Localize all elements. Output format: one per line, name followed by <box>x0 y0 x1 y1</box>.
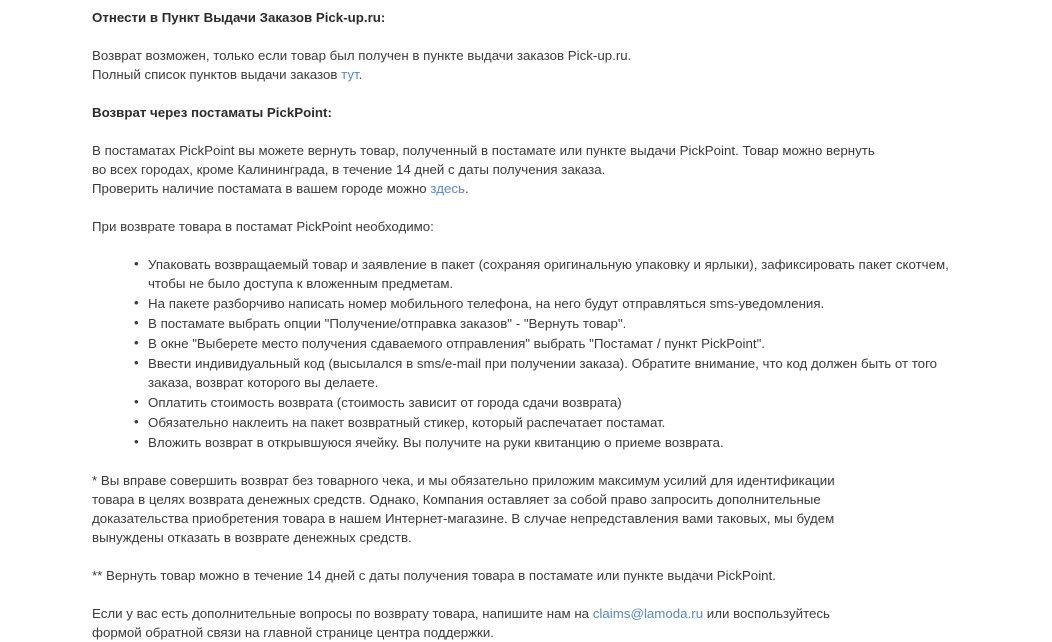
pickpoint-intro-line-3-prefix: Проверить наличие постамата в вашем городе можно <box>92 181 431 196</box>
contact-line-1-suffix: или воспользуйтесь <box>703 606 830 621</box>
footnote-single-star-line-1: * Вы вправе совершить возврат без товарного чека, и мы обязательно приложим максимум усилий для идентификации <box>92 473 835 488</box>
pickup-intro-line-2-suffix: . <box>358 67 363 82</box>
pickpoint-intro-line-3 <box>92 179 957 198</box>
list-item: • В окне "Выберете место получения сдаваемого отправления" выбрать "Постамат / пункт PickPoint". <box>134 334 957 353</box>
pickpoint-intro-line-1: В постаматах PickPoint вы можете вернуть товар, полученный в постамате или пункте выдачи PickPoint. Товар можно вернуть <box>92 143 875 158</box>
list-item: • На пакете разборчиво написать номер мобильного телефона, на него будут отправляться sms-уведомления. <box>134 294 957 313</box>
list-item: • Обязательно наклеить на пакет возвратный стикер, который распечатает постамат. <box>134 413 957 432</box>
footnote-double-star: ** Вернуть товар можно в течение 14 дней с даты получения товара в постамате или пункте выдачи PickPoint. <box>92 568 776 583</box>
contact-line-1 <box>92 604 957 623</box>
contact-line-2: формой обратной связи на главной странице центра поддержки. <box>92 625 494 640</box>
footnote-single-star-line-3: доказательства приобретения товара в нашем Интернет-магазине. В случае непредставления вами таковых, мы будем <box>92 511 835 526</box>
pickup-intro-line-2 <box>92 65 957 84</box>
return-steps-list <box>92 255 957 452</box>
contact-paragraph <box>92 604 957 642</box>
pickup-intro-line-1: Возврат возможен, только если товар был получен в пункте выдачи заказов Pick-up.ru. <box>92 48 632 63</box>
steps-intro-paragraph: При возврате товара в постамат PickPoint необходимо: <box>92 219 434 234</box>
list-item: • Ввести индивидуальный код (высылался в sms/e-mail при получении заказа). Обратите внимание, что код должен быть от того заказа, возврат которого вы делаете. <box>134 354 957 392</box>
footnote-single-star-line-2: товара в целях возврата денежных средств. Однако, Компания оставляет за собой право запросить дополнительные <box>92 492 821 507</box>
return-policy-document <box>92 8 957 642</box>
list-item: • В постамате выбрать опции "Получение/отправка заказов" - "Вернуть товар". <box>134 314 957 333</box>
pickup-intro-paragraph <box>92 46 957 84</box>
pickup-intro-line-2-prefix: Полный список пунктов выдачи заказов <box>92 67 342 82</box>
list-item: • Упаковать возвращаемый товар и заявление в пакет (сохраняя оригинальную упаковку и ярлыки), зафиксировать пакет скотчем, чтобы не было доступа к вложенным предметам. <box>134 255 957 293</box>
pickup-section-heading: Отнести в Пункт Выдачи Заказов Pick-up.ru: <box>92 10 386 25</box>
footnote-single-star-line-4: вынуждены отказать в возврате денежных средств. <box>92 530 412 545</box>
pickup-points-list-link[interactable]: тут <box>341 67 359 82</box>
claims-email-link[interactable]: claims@lamoda.ru <box>592 606 704 621</box>
pickpoint-intro-line-2: во всех городах, кроме Калининграда, в течение 14 дней с даты получения заказа. <box>92 162 606 177</box>
pickpoint-intro-paragraph <box>92 141 957 198</box>
contact-line-1-prefix: Если у вас есть дополнительные вопросы по возврату товара, напишите нам на <box>92 606 593 621</box>
postamat-availability-link[interactable]: здесь <box>430 181 465 196</box>
pickpoint-section-heading: Возврат через постаматы PickPoint: <box>92 105 332 120</box>
list-item: • Вложить возврат в открывшуюся ячейку. Вы получите на руки квитанцию о приеме возврата. <box>134 433 957 452</box>
footnote-single-star <box>92 471 957 547</box>
list-item: • Оплатить стоимость возврата (стоимость зависит от города сдачи возврата) <box>134 393 957 412</box>
pickpoint-intro-line-3-suffix: . <box>464 181 469 196</box>
